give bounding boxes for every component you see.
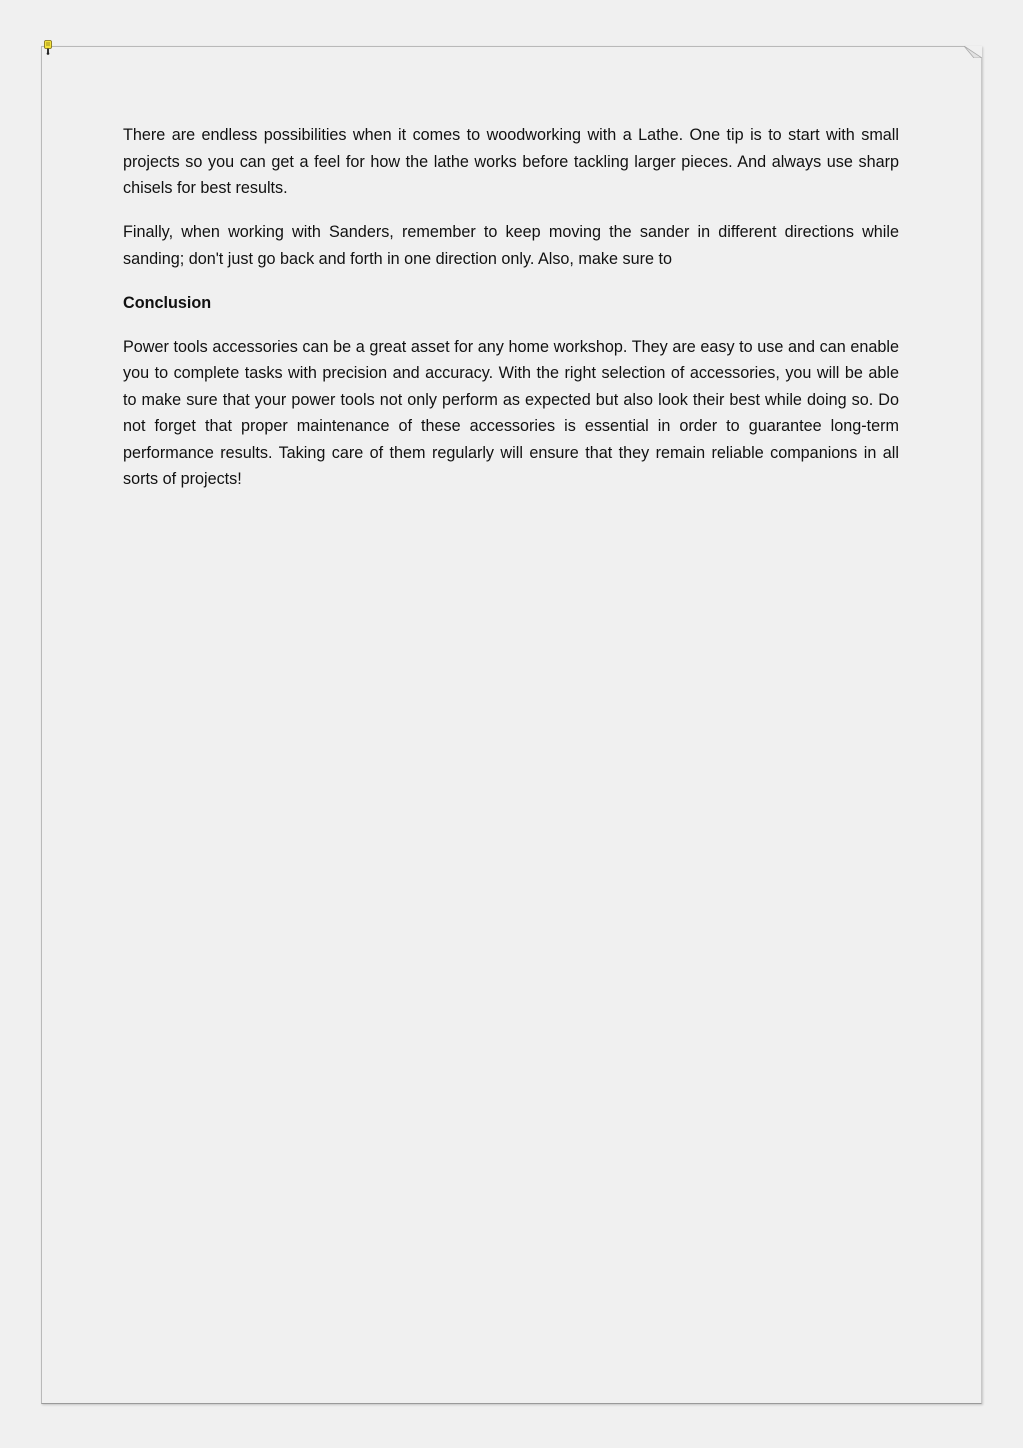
page-fold-corner-icon [964, 46, 982, 58]
paragraph-sanders: Finally, when working with Sanders, remember to keep moving the sander in different directions while sanding; don't just go back and forth in one direction only. Also, make sure to [123, 223, 899, 268]
document-body [123, 122, 899, 510]
conclusion-heading: Conclusion [123, 293, 212, 312]
annotation-note-icon[interactable] [43, 40, 53, 55]
paragraph-conclusion: Power tools accessories can be a great asset for any home workshop. They are easy to use and can enable you to complete tasks with precision and accuracy. With the right selection of accessories, you will be able to make sure that your power tools not only perform as expected but also look their best while doing so. Do not forget that proper maintenance of these accessories is essential in order to guarantee long-term performance results. Taking care of them regularly will ensure that they remain reliable companions in all sorts of projects! [123, 337, 899, 488]
paragraph-lathe: There are endless possibilities when it comes to woodworking with a Lathe. One tip is to start with small projects so you can get a feel for how the lathe works before tackling larger pieces. And always use sharp chisels for best results. [123, 126, 899, 197]
